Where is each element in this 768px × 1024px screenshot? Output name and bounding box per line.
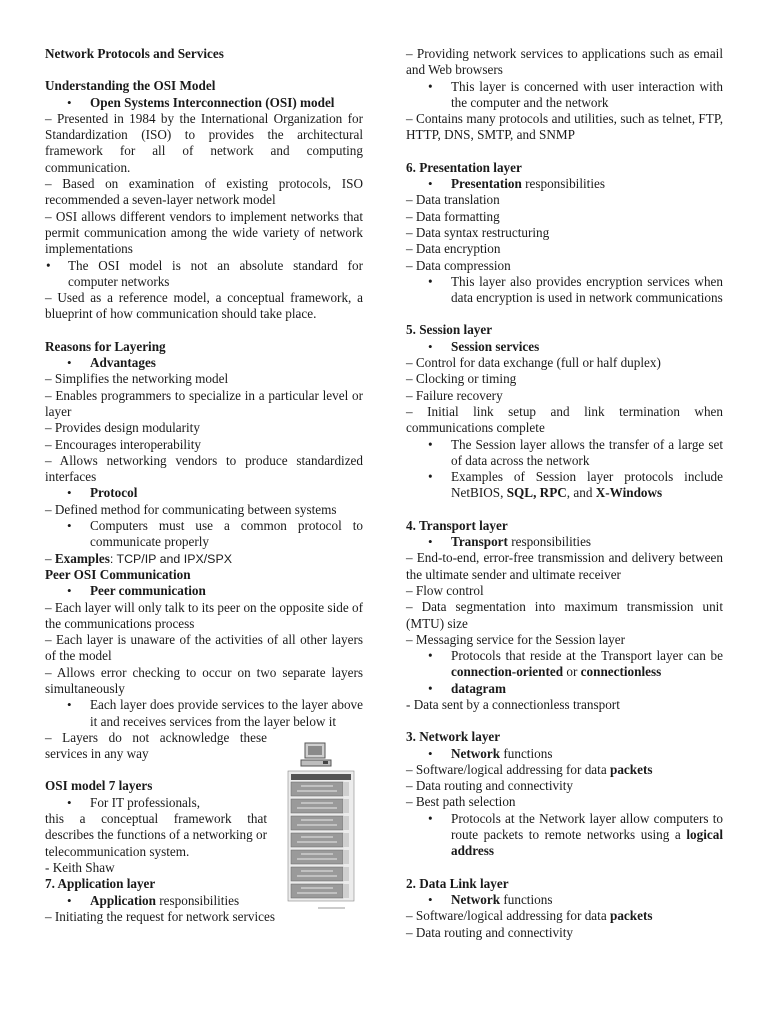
presentation-sub-bullet: • This layer also provides encryption services when data encryption is used in network communications xyxy=(406,274,723,307)
peer-sub-bullet: • Each layer does provide services to the layer above it and receives services from the layer below it xyxy=(45,697,363,730)
adv-item: – Allows networking vendors to produce standardized interfaces xyxy=(45,452,363,485)
peer-bullet: • Peer communication xyxy=(45,583,363,599)
peer-heading: Peer OSI Communication xyxy=(45,566,191,582)
examples-line: – Examples: TCP/IP and IPX/SPX xyxy=(45,550,232,566)
document-title: Network Protocols and Services xyxy=(45,46,224,61)
presentation-item: – Data encryption xyxy=(406,241,501,257)
protocol-definition: – Defined method for communicating between systems xyxy=(45,501,337,517)
osi-paragraph-2: – Based on examination of existing protocols, ISO recommended a seven-layer network model xyxy=(45,176,363,208)
session-heading: 5. Session layer xyxy=(406,322,493,338)
model-bullet: • For IT professionals, xyxy=(45,795,363,811)
datalink-item: – Data routing and connectivity xyxy=(406,924,573,940)
advantages-bullet: • Advantages xyxy=(45,355,363,371)
peer-item: – Allows error checking to occur on two separate layers simultaneously xyxy=(45,664,363,696)
osi-heading: Understanding the OSI Model xyxy=(45,78,216,94)
osi-paragraph-3: – OSI allows different vendors to implement networks that permit communication among the wide variety of network implementations xyxy=(45,208,363,257)
peer-item: – Each layer is unaware of the activities of all other layers of the model xyxy=(45,632,363,664)
presentation-bullet: • Presentation responsibilities xyxy=(406,176,723,192)
network-bullet: • Network functions xyxy=(406,746,723,762)
transport-heading: 4. Transport layer xyxy=(406,517,508,533)
datagram-bullet: • datagram xyxy=(406,681,723,697)
network-item: – Best path selection xyxy=(406,794,516,810)
transport-sub-bullet: • Protocols that reside at the Transport layer can be connection-oriented or connectionless xyxy=(406,648,723,681)
session-item: – Clocking or timing xyxy=(406,371,517,387)
osi-stack-figure xyxy=(283,741,363,915)
presentation-item: – Data syntax restructuring xyxy=(406,224,550,240)
application-heading: 7. Application layer xyxy=(45,876,156,892)
peer-last: – Layers do not acknowledge these services in any way xyxy=(45,729,267,762)
presentation-item: – Data translation xyxy=(406,192,500,208)
right-column xyxy=(406,46,723,941)
transport-bullet: • Transport responsibilities xyxy=(406,534,723,550)
osi-paragraph-1: – Presented in 1984 by the International Organization for Standardization (ISO) to provides the architectural framework for all of network and computing communication. xyxy=(45,110,363,175)
model-heading: OSI model 7 layers xyxy=(45,778,153,794)
transport-item: – Data segmentation into maximum transmission unit (MTU) size xyxy=(406,599,723,631)
datalink-bullet: • Network functions xyxy=(406,892,723,908)
transport-item: – Flow control xyxy=(406,582,484,598)
osi-paragraph-4: – Used as a reference model, a conceptual framework, a blueprint of how communication should take place. xyxy=(45,290,363,322)
adv-item: – Simplifies the networking model xyxy=(45,371,229,387)
model-author: - Keith Shaw xyxy=(45,859,115,875)
application-item: – Initiating the request for network services xyxy=(45,908,275,924)
osi-bullet-2: • The OSI model is not an absolute standard for computer networks xyxy=(45,258,363,291)
transport-item: – Messaging service for the Session layer xyxy=(406,631,626,647)
presentation-heading: 6. Presentation layer xyxy=(406,159,522,175)
adv-item: – Provides design modularity xyxy=(45,420,200,436)
presentation-item: – Data compression xyxy=(406,257,511,273)
datalink-item: – Software/logical addressing for data packets xyxy=(406,908,653,924)
adv-item: – Encourages interoperability xyxy=(45,436,201,452)
application-bullet: • Application responsibilities xyxy=(45,893,363,909)
application-sub-bullet: • This layer is concerned with user interaction with the computer and the network xyxy=(406,79,723,112)
datalink-heading: 2. Data Link layer xyxy=(406,875,509,891)
osi-bullet: • Open Systems Interconnection (OSI) model xyxy=(45,95,363,111)
session-item: – Initial link setup and link termination when communications complete xyxy=(406,403,723,436)
application-last: – Contains many protocols and utilities, such as telnet, FTP, HTTP, DNS, SMTP, and SNMP xyxy=(406,111,723,143)
session-examples-bullet: • Examples of Session layer protocols include NetBIOS, SQL, RPC, and X-Windows xyxy=(406,469,723,502)
adv-item: – Enables programmers to specialize in a particular level or layer xyxy=(45,387,363,419)
session-item: – Failure recovery xyxy=(406,387,503,403)
presentation-item: – Data formatting xyxy=(406,208,500,224)
network-item: – Data routing and connectivity xyxy=(406,778,573,794)
session-bullet: • Session services xyxy=(406,339,723,355)
computer-icon xyxy=(301,743,331,766)
network-heading: 3. Network layer xyxy=(406,729,501,745)
reasons-heading: Reasons for Layering xyxy=(45,338,166,354)
peer-item: – Each layer will only talk to its peer on the opposite side of the communications process xyxy=(45,599,363,631)
network-sub-bullet: • Protocols at the Network layer allow computers to route packets to remote networks using a logical address xyxy=(406,811,723,860)
network-item: – Software/logical addressing for data packets xyxy=(406,761,653,777)
transport-item: – End-to-end, error-free transmission and delivery between the ultimate sender and ultimate receiver xyxy=(406,550,723,582)
model-paragraph: this a conceptual framework that describes the functions of a networking or telecommunication system. xyxy=(45,811,267,859)
protocol-sub-bullet: • Computers must use a common protocol to communicate properly xyxy=(45,518,363,551)
protocol-bullet: • Protocol xyxy=(45,485,363,501)
application-item: – Providing network services to applications such as email and Web browsers xyxy=(406,46,723,78)
datagram-definition: - Data sent by a connectionless transport xyxy=(406,696,620,712)
session-sub-bullet: • The Session layer allows the transfer of a large set of data across the network xyxy=(406,437,723,470)
session-item: – Control for data exchange (full or half duplex) xyxy=(406,355,661,371)
